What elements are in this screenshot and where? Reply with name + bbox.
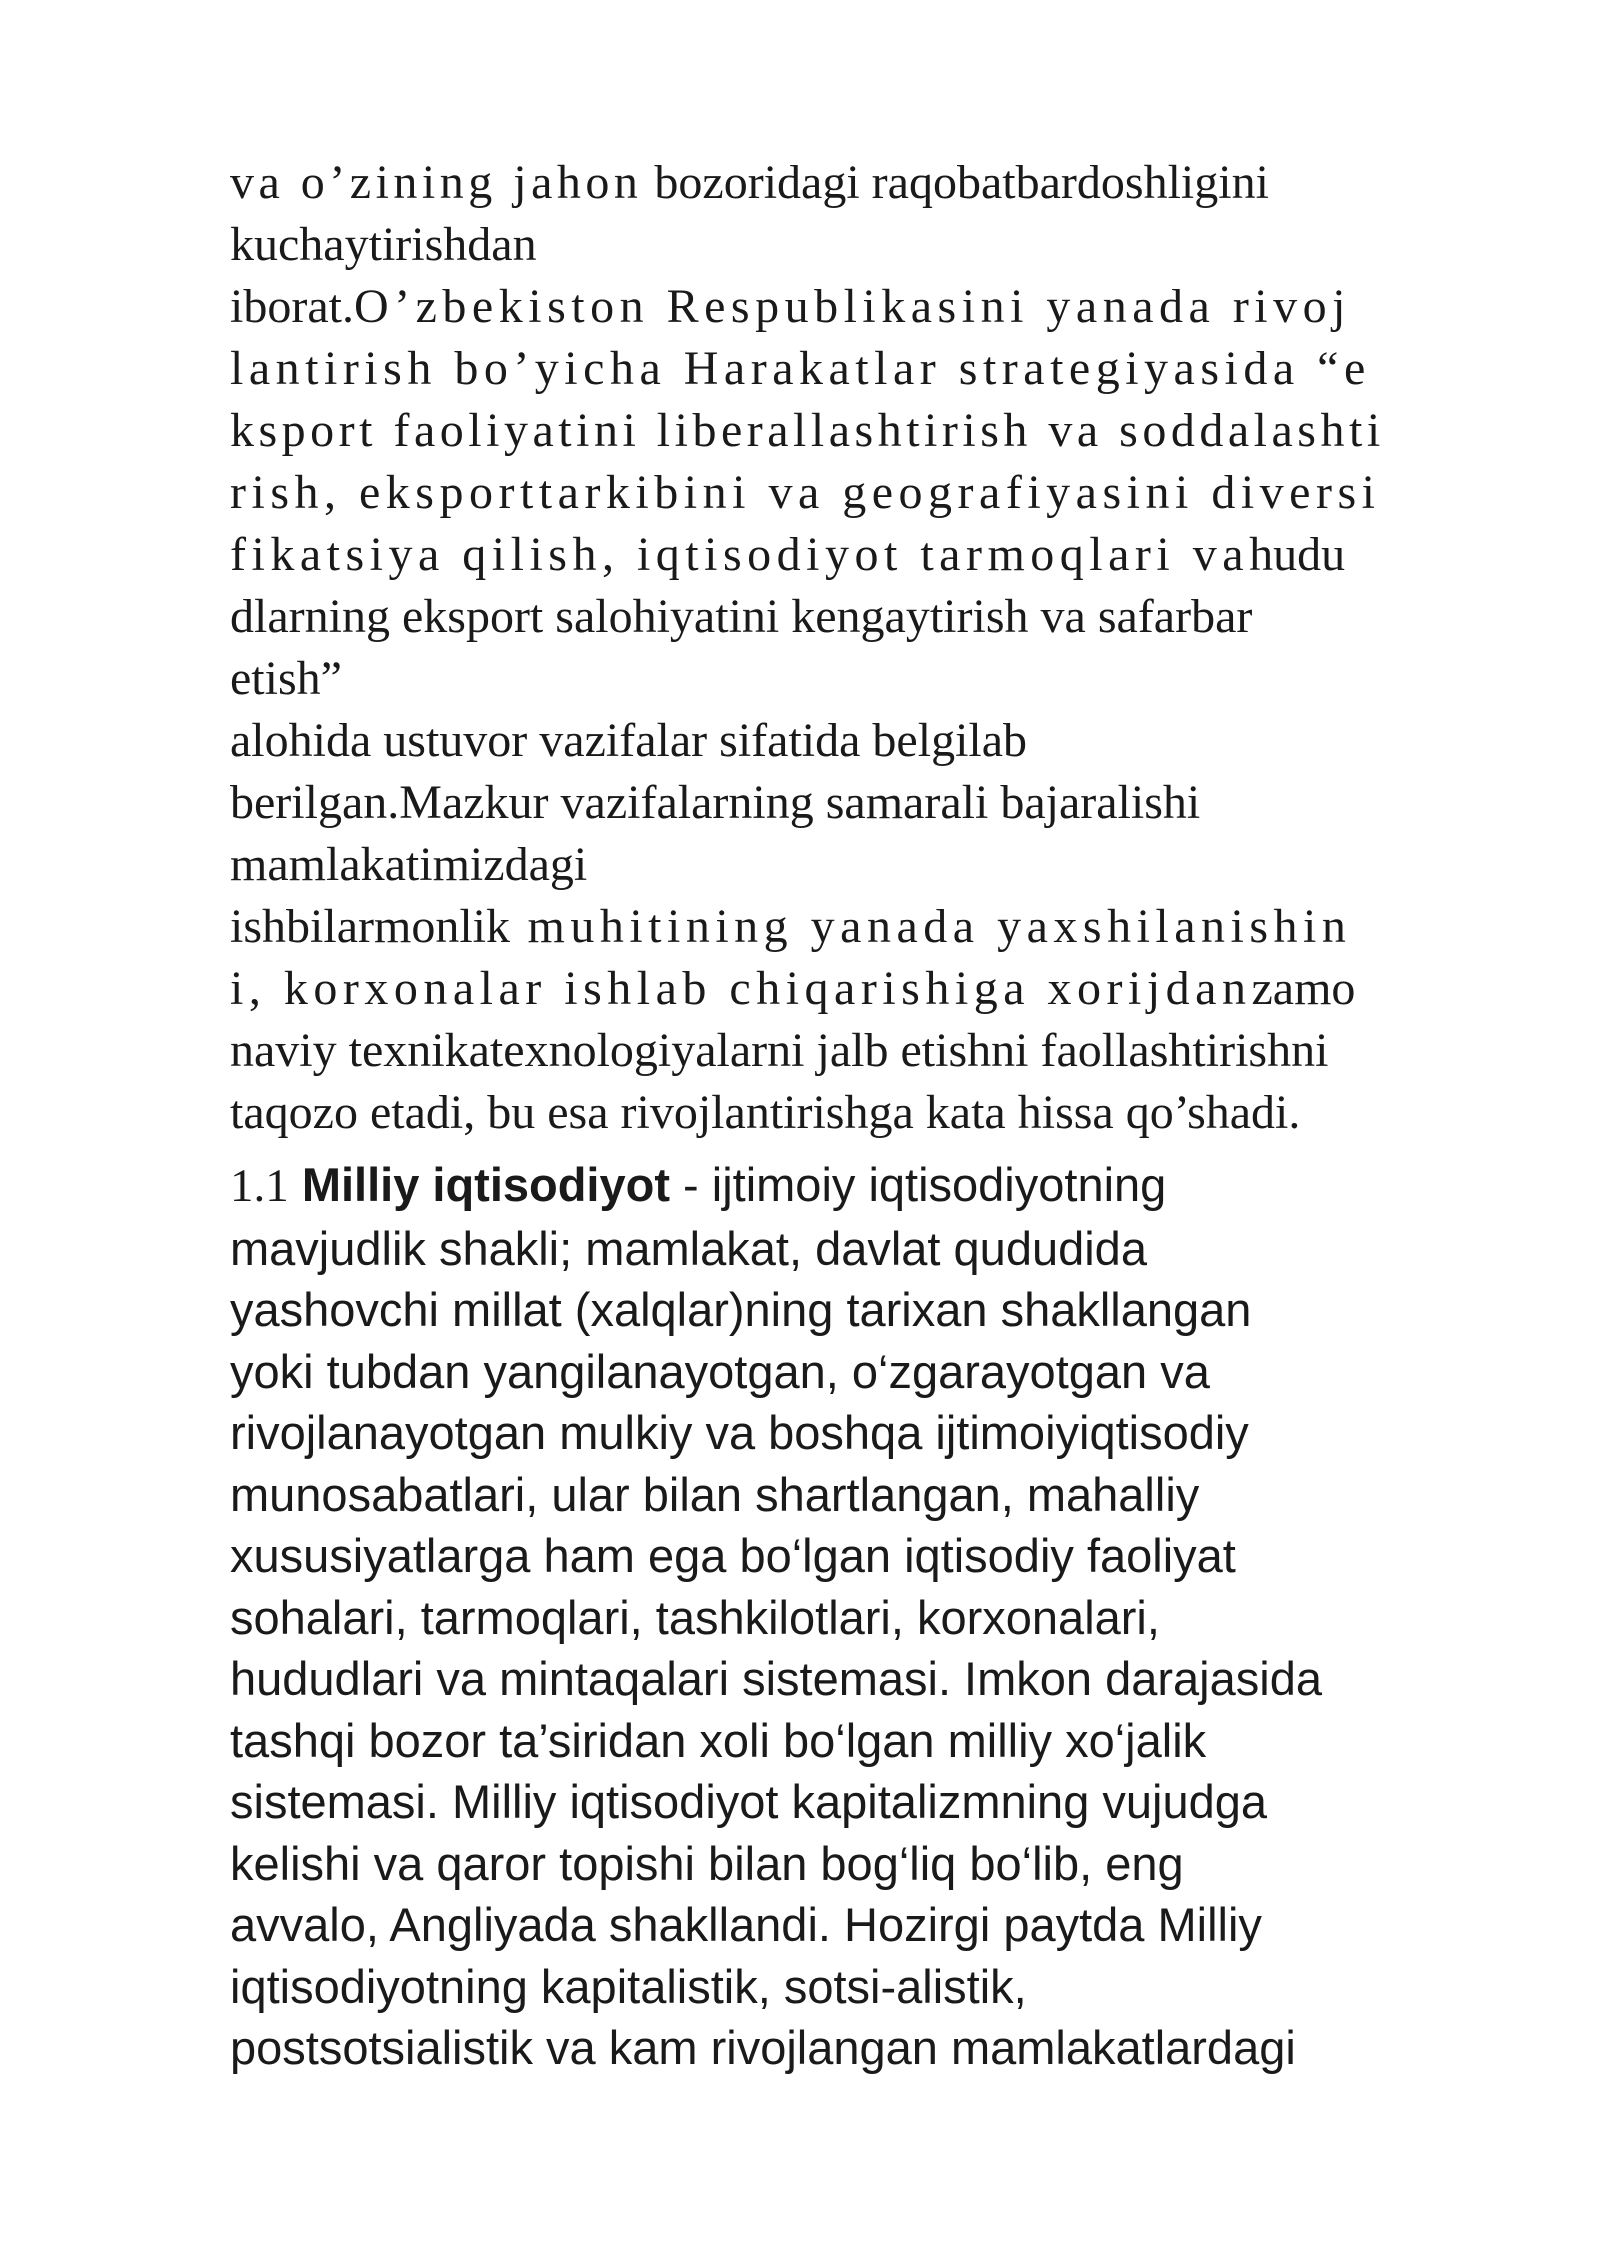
section-line: rivojlanayotgan mulkiy va boshqa ijtimoiyiqtisodiy [230, 1406, 1249, 1459]
spaced-text: i, korxonalar ishlab chiqarishiga xorijdan [230, 962, 1252, 1015]
paragraph-line-1 [230, 152, 1500, 214]
spaced-text: O’zbekiston Respublikasini yanada rivoj [353, 280, 1351, 333]
normal-text: bozoridagi raqobatbardoshligini [642, 156, 1269, 209]
section-line: sistemasi. Milliy iqtisodiyot kapitalizmning vujudga [230, 1775, 1268, 1828]
paragraph-line-13 [230, 896, 1500, 958]
section-number-space [289, 1158, 302, 1211]
section-line: tashqi bozor ta’siridan xoli bo‘lgan milliy xo‘jalik [230, 1713, 1207, 1767]
paragraph-line-5: ksport faoliyatini liberallashtirish va soddalashti [230, 404, 1385, 457]
paragraph-line-16: taqozo etadi, bu esa rivojlantirishga kata hissa qo’shadi. [230, 1086, 1301, 1139]
section-line: xususiyatlarga ham ega bo‘lgan iqtisodiy faoliyat [230, 1529, 1236, 1582]
section-line: avvalo, Angliyada shakllandi. Hozirgi paytda Milliy [230, 1898, 1262, 1951]
paragraph-line-7 [230, 524, 1500, 586]
paragraph-line-8: dlarning eksport salohiyatini kengaytirish va safarbar [230, 590, 1253, 643]
paragraph-line-4: lantirish bo’yicha Harakatlar strategiyasida “e [230, 342, 1371, 395]
section-line: sohalari, tarmoqlari, tashkilotlari, korxonalari, [230, 1590, 1160, 1644]
section-first-line-rest: - ijtimoiy iqtisodiyotning [670, 1158, 1167, 1211]
section-term: Milliy iqtisodiyot [301, 1158, 670, 1211]
paragraph-line-10: alohida ustuvor vazifalar sifatida belgilab [230, 714, 1028, 767]
normal-text: iborat. [230, 280, 354, 333]
section-line: mavjudlik shakli; mamlakat, davlat qududida [230, 1221, 1147, 1275]
page-text-block [230, 152, 1500, 2079]
paragraph-line-9: etish” [230, 652, 342, 705]
paragraph-line-15: naviy texnikatexnologiyalarni jalb etishni faollashtirishni [230, 1024, 1329, 1077]
section-line: kelishi va qaror topishi bilan bog‘liq bo‘lib, eng [230, 1836, 1184, 1890]
paragraph-line-14 [230, 958, 1500, 1020]
paragraph-gap [230, 1144, 1500, 1154]
normal-text: ishbilarmonlik [230, 900, 510, 953]
section-line: hududlari va mintaqalari sistemasi. Imkon darajasida [230, 1652, 1322, 1705]
section-line: yashovchi millat (xalqlar)ning tarixan shakllangan [230, 1283, 1252, 1336]
normal-text: zamo [1251, 962, 1356, 1015]
paragraph-line-11: berilgan.Mazkur vazifalarning samarali bajaralishi [230, 776, 1201, 829]
spaced-text: muhitining yanada yaxshilanishin [509, 900, 1352, 953]
paragraph-line-12: mamlakatimizdagi [230, 838, 588, 891]
normal-text: hudu [1249, 528, 1346, 581]
spaced-text: fikatsiya qilish, iqtisodiyot tarmoqlari va [230, 528, 1250, 581]
section-line: munosabatlari, ular bilan shartlangan, mahalliy [230, 1467, 1200, 1521]
paragraph-line-6: rish, eksporttarkibini va geografiyasini diversi [230, 466, 1381, 519]
section-line: iqtisodiyotning kapitalistik, sotsi-alistik, [230, 1959, 1027, 2013]
spaced-text: va o’zining jahon [230, 156, 643, 209]
section-line: postsotsialistik va kam rivojlangan mamlakatlardagi [230, 2021, 1296, 2074]
section-number: 1.1 [230, 1160, 289, 1212]
paragraph-line-3 [230, 276, 1500, 338]
section-line: yoki tubdan yangilanayotgan, o‘zgarayotgan va [230, 1344, 1210, 1398]
section-first-line [230, 1154, 1500, 1218]
paragraph-line-2: kuchaytirishdan [230, 218, 537, 271]
